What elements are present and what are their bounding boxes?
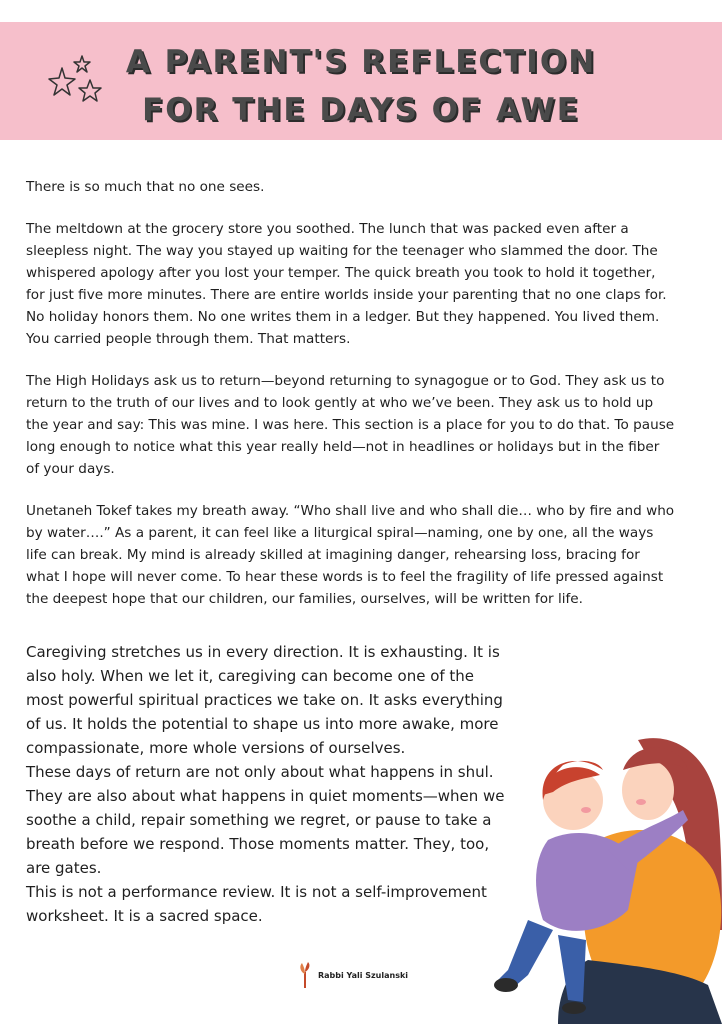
paragraph-3: The High Holidays ask us to return—beyond returning to synagogue or to God. They ask us to return to the truth of our lives and to look gently at who we’ve been. They ask us to hold up the year and say: This was mine. I was here. This section is a place for you to do that. To pause long enough to notice what this year really held—not in headlines or holidays but in the fiber of your days. [26,373,675,477]
caregiving-paragraph-1: Caregiving stretches us in every direction. It is exhausting. It is also holy. When we let it, caregiving can become one of the most powerful spiritual practices we take on. It asks everything of us. It holds the potential to shape us into more awake, more compassionate, more whole versions of ourselves. [26,643,503,757]
page-title [0,38,722,134]
author-name: Rabbi Yali Szulanski [318,970,409,980]
paragraph-1: There is so much that no one sees. [26,179,265,195]
reflection-body [26,176,676,630]
parent-hugging-child-illustration [488,730,722,1024]
paragraph-2: The meltdown at the grocery store you soothed. The lunch that was packed even after a sleepless night. The way you stayed up waiting for the teenager who slammed the door. The whispered apology after you lost your temper. The quick breath you took to hold it together, for just five more minutes. There are entire worlds inside your parenting that no one claps for. No holiday honors them. No one writes them in a ledger. But they happened. You lived them. You carried people through them. That matters. [26,221,667,347]
caregiving-section [26,640,516,928]
title-line-1: A PARENT'S REFLECTION [125,44,597,80]
tree-logo-icon [298,962,312,988]
caregiving-paragraph-3: This is not a performance review. It is not a self-improvement worksheet. It is a sacred space. [26,883,487,925]
footer [298,960,408,990]
caregiving-paragraph-2: These days of return are not only about what happens in shul. They are also about what happens in quiet moments—when we soothe a child, repair something we regret, or pause to take a breath before we respond. Those moments matter. They, too, are gates. [26,763,505,877]
paragraph-4: Unetaneh Tokef takes my breath away. “Who shall live and who shall die… who by fire and who by water….” As a parent, it can feel like a liturgical spiral—naming, one by one, all the ways life can break. My mind is already skilled at imagining danger, rehearsing loss, bracing for what I hope will never come. To hear these words is to feel the fragility of life pressed against the deepest hope that our children, our families, ourselves, will be written for life. [26,503,675,607]
title-line-2: FOR THE DAYS OF AWE [142,92,580,128]
